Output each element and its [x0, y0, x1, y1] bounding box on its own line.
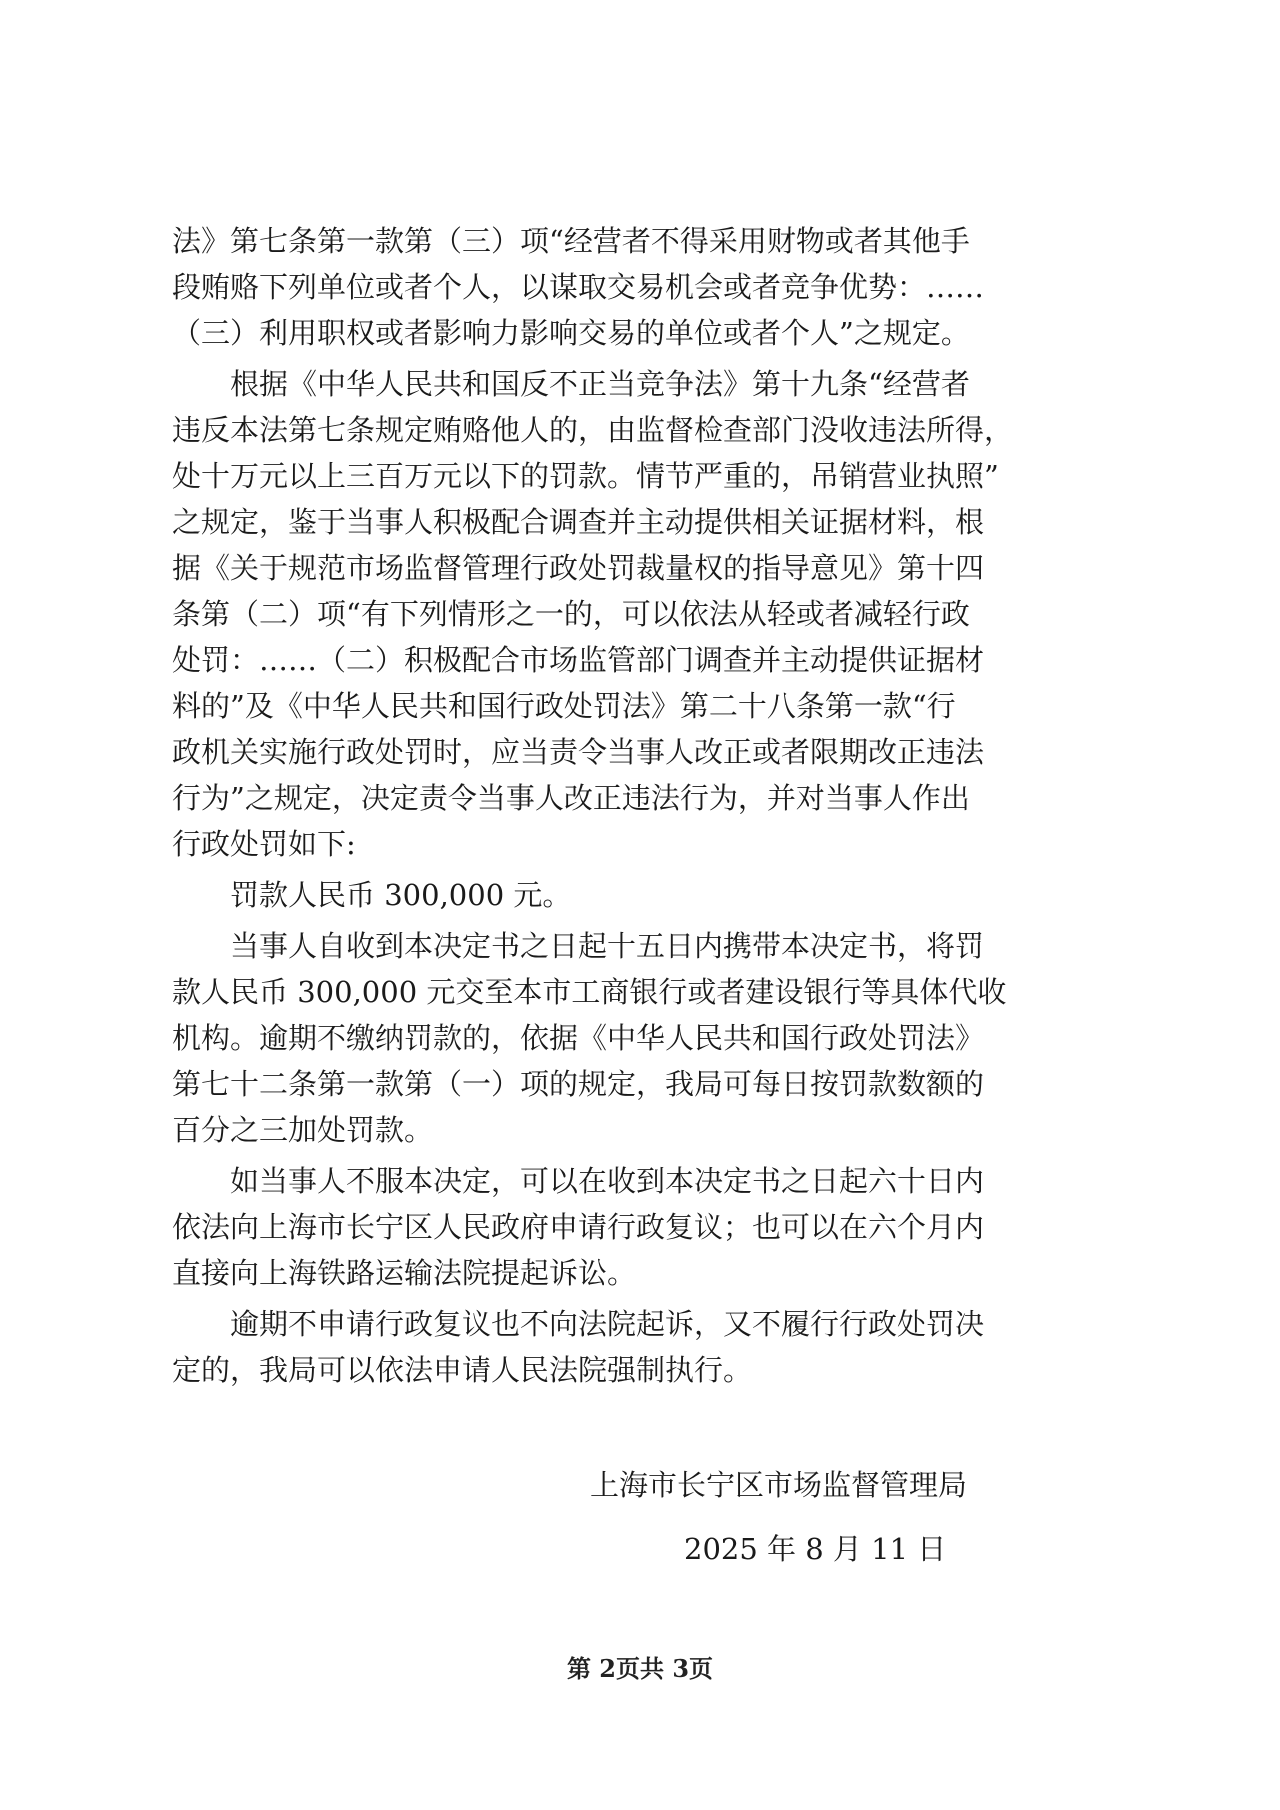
paragraph-line: 政机关实施行政处罚时，应当责令当事人改正或者限期改正违法 — [172, 735, 985, 769]
paragraph-line: 百分之三加处罚款。 — [172, 1113, 434, 1147]
paragraph-line: 处罚：……（二）积极配合市场监管部门调查并主动提供证据材 — [172, 643, 985, 677]
penalty-amount-line: 罚款人民币 300,000 元。 — [230, 878, 572, 912]
paragraph-line: 据《关于规范市场监督管理行政处罚裁量权的指导意见》第十四 — [172, 551, 985, 585]
paragraph-line: 行为”之规定，决定责令当事人改正违法行为，并对当事人作出 — [172, 781, 970, 815]
signature-block — [0, 1462, 1280, 1592]
paragraph-line: （三）利用职权或者影响力影响交易的单位或者个人”之规定。 — [172, 316, 970, 350]
paragraph-line: 当事人自收到本决定书之日起十五日内携带本决定书，将罚 — [230, 929, 985, 963]
paragraph-line: 行政处罚如下: — [172, 827, 356, 861]
issue-date: 2025 年 8 月 11 日 — [684, 1532, 947, 1566]
paragraph-line: 直接向上海铁路运输法院提起诉讼。 — [172, 1256, 637, 1290]
paragraph-line: 违反本法第七条规定贿赂他人的，由监督检查部门没收违法所得， — [172, 413, 1014, 447]
decision-body-text — [172, 218, 1108, 1393]
paragraph-line: 条第（二）项“有下列情形之一的，可以依法从轻或者减轻行政 — [172, 597, 970, 631]
paragraph-line: 第七十二条第一款第（一）项的规定，我局可每日按罚款数额的 — [172, 1067, 985, 1101]
paragraph-line: 款人民币 300,000 元交至本市工商银行或者建设银行等具体代收 — [172, 975, 1007, 1009]
issuing-authority: 上海市长宁区市场监督管理局 — [590, 1468, 968, 1502]
paragraph-line: 依法向上海市长宁区人民政府申请行政复议；也可以在六个月内 — [172, 1210, 985, 1244]
paragraph-line: 逾期不申请行政复议也不向法院起诉，又不履行行政处罚决 — [230, 1307, 985, 1341]
page-number: 第 2页共 3页 — [566, 1654, 714, 1683]
paragraph-line: 机构。逾期不缴纳罚款的，依据《中华人民共和国行政处罚法》 — [172, 1021, 985, 1055]
paragraph-line: 根据《中华人民共和国反不正当竞争法》第十九条“经营者 — [230, 367, 970, 401]
paragraph-line: 处十万元以上三百万元以下的罚款。情节严重的，吊销营业执照” — [172, 459, 999, 493]
paragraph-line: 定的，我局可以依法申请人民法院强制执行。 — [172, 1353, 753, 1387]
paragraph-line: 段贿赂下列单位或者个人，以谋取交易机会或者竞争优势：…… — [172, 270, 985, 304]
paragraph-line: 如当事人不服本决定，可以在收到本决定书之日起六十日内 — [230, 1164, 985, 1198]
paragraph-line: 法》第七条第一款第（三）项“经营者不得采用财物或者其他手 — [172, 224, 970, 258]
paragraph-line: 料的”及《中华人民共和国行政处罚法》第二十八条第一款“行 — [172, 689, 956, 723]
paragraph-line: 之规定，鉴于当事人积极配合调查并主动提供相关证据材料，根 — [172, 505, 985, 539]
